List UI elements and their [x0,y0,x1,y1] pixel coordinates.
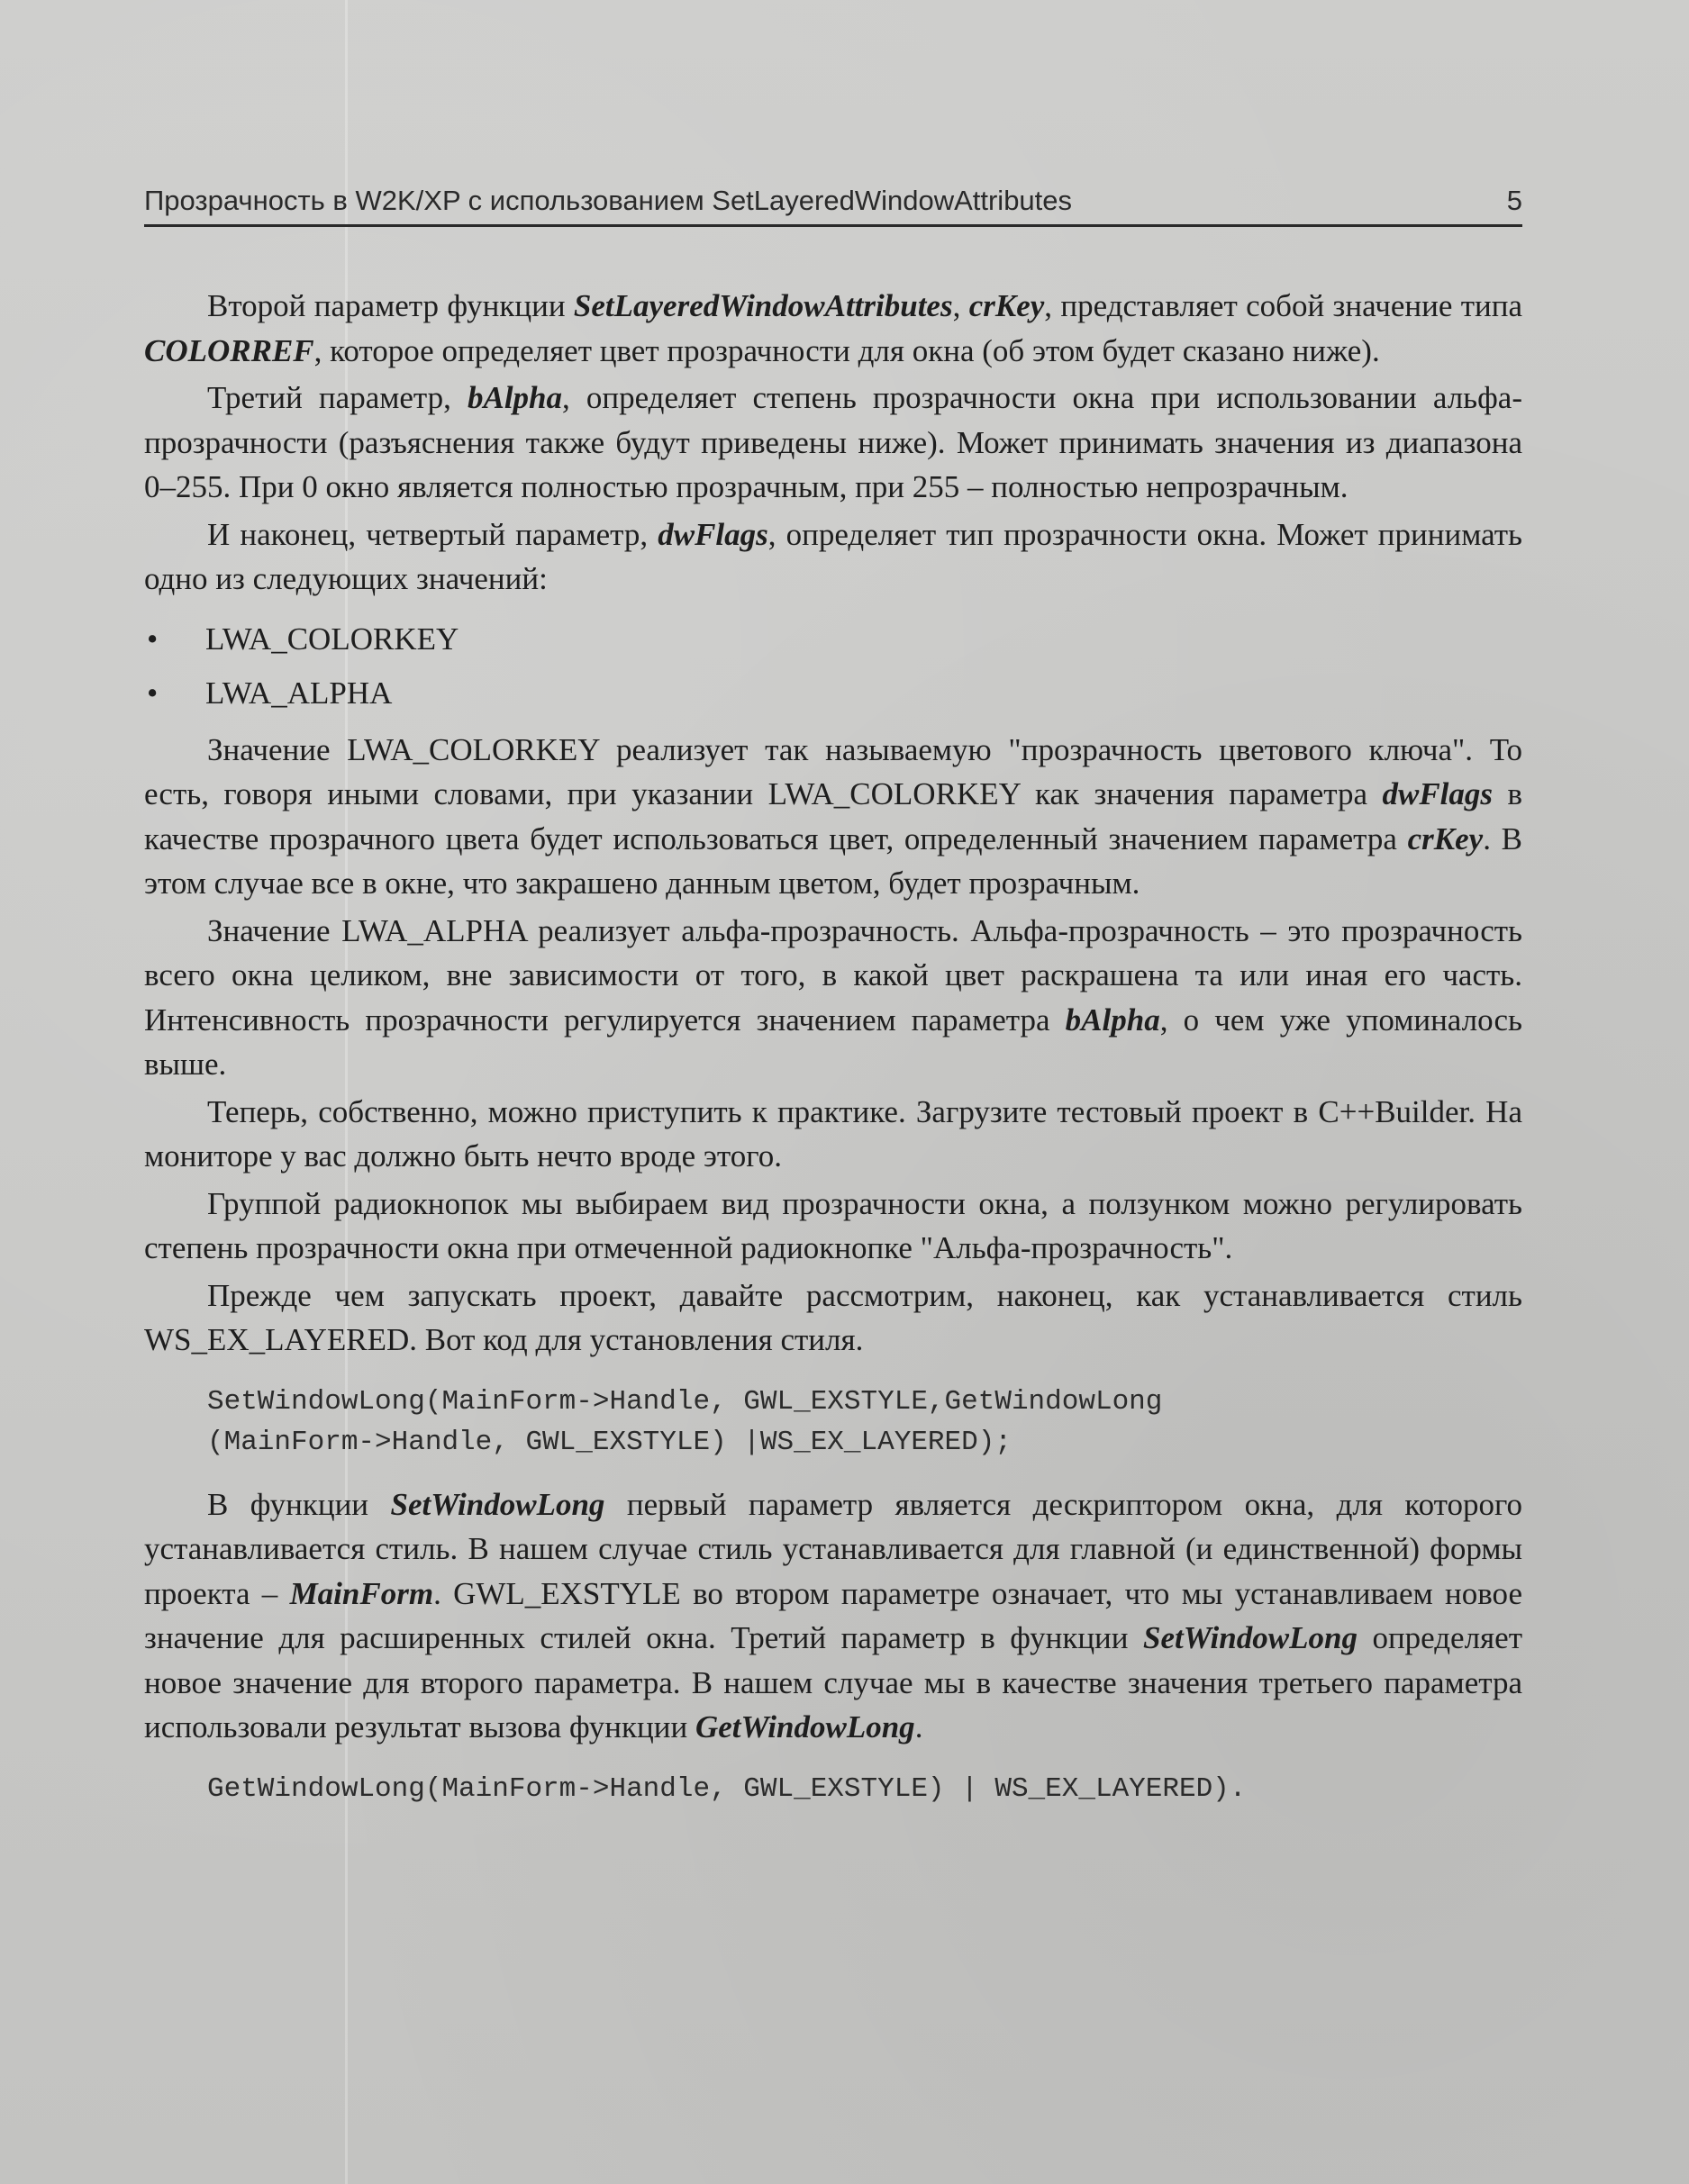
paragraph-3 [144,512,1522,604]
page-header [144,185,1522,227]
text: Значение LWA_COLORKEY реализует так называемую "прозрачность цветового ключа". То есть, говоря иными словами, при указании LWA_COLORKEY как значения параметра [144,731,1522,811]
text: , определяет степень прозрачности окна при использовании альфа-прозрачности (разъяснения также будут приведены ниже). Может принимать значения из диапазона 0–255. При 0 окно является полностью прозрачным, при 255 – полностью непрозрачным. [144,380,1522,504]
form-name: MainForm [289,1575,434,1611]
text: Значение LWA_ALPHA реализует альфа-прозрачность. Альфа-прозрачность – это прозрачность всего окна целиком, вне зависимости от того, в какой цвет раскрашена та или иная его часть. Интенсивность прозрачности регулируется значением параметра [144,912,1522,1038]
text: , представляет собой значение типа [1044,288,1522,323]
text: первый параметр является дескриптором окна, для которого устанавливается стиль. В нашем случае стиль устанавливается для главной (и единственной) формы проекта – [144,1486,1522,1611]
paragraph-7: Группой радиокнопок мы выбираем вид прозрачности окна, а ползунком можно регулировать степень прозрачности окна при отмеченной радиокнопке "Альфа-прозрачность". [144,1185,1522,1265]
param-name: crKey [1407,820,1484,856]
text: Второй параметр функции [207,288,574,323]
text: . GWL_EXSTYLE во втором параметре означает, что мы устанавливаем новое значение для расширенных стилей окна. Третий параметр в функции [144,1575,1522,1655]
text: В функции [207,1486,391,1522]
function-name: SetWindowLong [390,1486,605,1522]
page-number: 5 [1506,185,1522,216]
paragraph-4 [144,728,1522,909]
list-item-text: LWA_COLORKEY [205,621,459,657]
flag-list [144,612,1522,720]
text: . [914,1709,923,1744]
paragraph-5 [144,909,1522,1090]
text: определяет новое значение для второго параметра. В нашем случае мы в качестве значения третьего параметра использовали результат вызова функции [144,1620,1522,1744]
code-block-1 [207,1382,1522,1463]
body-text [144,284,1522,1829]
text: в качестве прозрачного цвета будет использоваться цвет, определенный значением параметра [144,776,1523,856]
paragraph-2 [144,376,1522,512]
text: , [952,288,969,323]
text: , о чем уже упоминалось выше. [144,1001,1522,1082]
bullet-icon: • [147,621,159,657]
text: И наконец, четвертый параметр, [207,516,658,552]
running-title: Прозрачность в W2K/XP с использованием SetLayeredWindowAttributes [144,185,1073,216]
paragraph-1 [144,284,1522,376]
paragraph-9 [144,1482,1522,1753]
paragraph-8: Прежде чем запускать проект, давайте рассмотрим, наконец, как устанавливается стиль WS_EX_LAYERED. Вот код для установления стиля. [144,1277,1522,1357]
function-name: GetWindowLong [695,1709,915,1744]
text: , которое определяет цвет прозрачности для окна (об этом будет сказано ниже). [313,332,1380,368]
list-item-text: LWA_ALPHA [205,675,393,711]
text: Третий параметр, [207,380,468,415]
param-name: crKey [968,288,1045,323]
code-line: SetWindowLong(MainForm->Handle, GWL_EXSTYLE,GetWindowLong [207,1385,1163,1418]
param-name: bAlpha [467,380,563,415]
function-name: SetLayeredWindowAttributes [573,288,953,323]
text: , определяет тип прозрачности окна. Может принимать одно из следующих значений: [144,516,1522,596]
param-name: bAlpha [1065,1001,1160,1038]
text: . В этом случае все в окне, что закрашено данным цветом, будет прозрачным. [144,820,1522,901]
code-block-2 [207,1769,1522,1809]
param-name: dwFlags [1382,776,1494,811]
code-line: (MainForm->Handle, GWL_EXSTYLE) |WS_EX_LAYERED); [207,1426,1012,1458]
function-name: SetWindowLong [1143,1620,1358,1655]
code-line: GetWindowLong(MainForm->Handle, GWL_EXSTYLE) | WS_EX_LAYERED). [207,1772,1247,1805]
bullet-icon: • [147,675,159,711]
list-item [144,612,1522,666]
param-name: dwFlags [658,516,768,552]
type-name: COLORREF [144,332,314,368]
list-item [144,666,1522,720]
paragraph-6: Теперь, собственно, можно приступить к практике. Загрузите тестовый проект в C++Builder. На мониторе у вас должно быть нечто вроде этого. [144,1093,1522,1174]
